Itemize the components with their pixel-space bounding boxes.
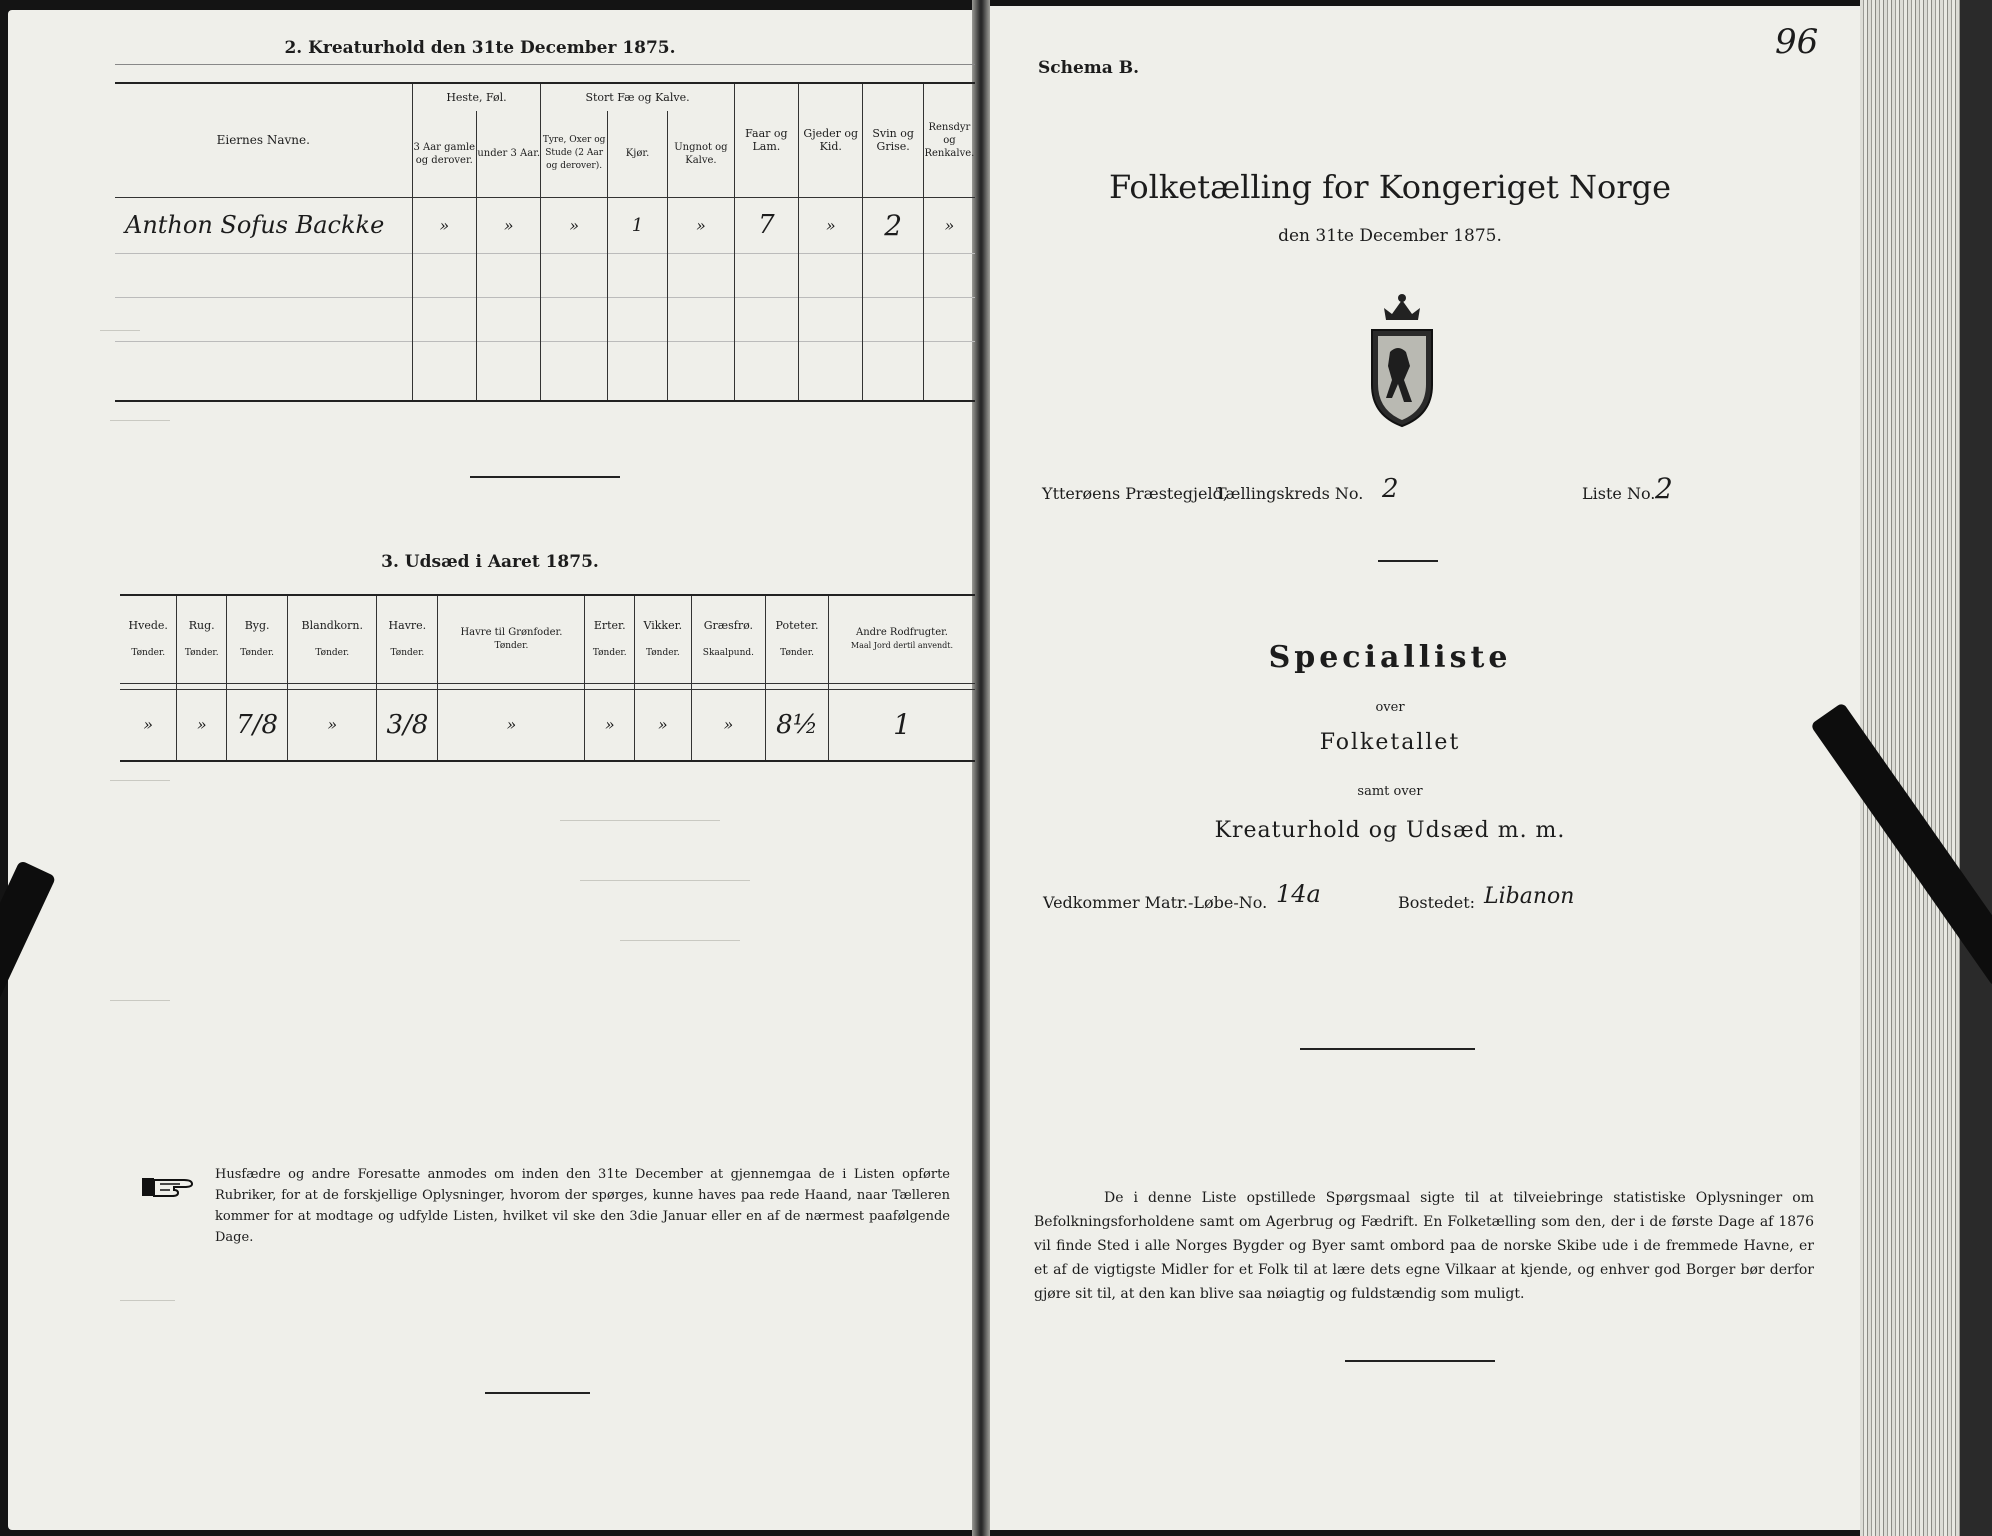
col-stort-1: Tyre, Oxer og Stude (2 Aar og derover). bbox=[541, 111, 607, 197]
seed-col-2: Byg. Tønder. bbox=[227, 595, 288, 683]
seed-val-1: » bbox=[177, 689, 227, 761]
matr-label: Vedkommer Matr.-Løbe-No. bbox=[1043, 893, 1268, 912]
col-svin: Svin og Grise. bbox=[863, 83, 923, 197]
col-stort-group: Stort Fæ og Kalve. bbox=[541, 83, 734, 111]
notice-text: Husfædre og andre Foresatte anmodes om inden den 31te December at gjennemgaa de i Listen opførte Rubriker, for at de forskjellige Oplysninger, hvorom der spørges, kunne haves paa rede Haand, naar Tælleren kommer for at modtage og udfylde Listen, hvilket vil ske den 3die Januar eller en af de nærmest paafølgende Dage. bbox=[215, 1167, 950, 1245]
seed-val-5: » bbox=[438, 689, 585, 761]
seed-col-4: Havre. Tønder. bbox=[377, 595, 438, 683]
specialliste-heading: Specialliste bbox=[1268, 640, 1512, 675]
table-row bbox=[115, 197, 975, 253]
seed-val-8: » bbox=[691, 689, 766, 761]
seed-table bbox=[120, 594, 975, 762]
subject2-text: Kreaturhold og Udsæd m. m. bbox=[1214, 818, 1566, 843]
cell-svin: 2 bbox=[863, 197, 923, 253]
seed-val-10: 1 bbox=[828, 689, 975, 761]
district-label: Tællingskreds No. bbox=[1216, 484, 1364, 503]
list-number: 2 bbox=[1655, 472, 1673, 505]
seed-val-2: 7/8 bbox=[227, 689, 288, 761]
owner-name: Anthon Sofus Backke bbox=[115, 197, 412, 253]
table-row bbox=[120, 689, 975, 761]
col-heste-2: under 3 Aar. bbox=[476, 111, 540, 197]
list-label: Liste No. bbox=[1582, 484, 1656, 503]
seed-col-6: Erter. Tønder. bbox=[585, 595, 635, 683]
cell-stort-1: » bbox=[541, 197, 607, 253]
intro-text: De i denne Liste opstillede Spørgsmaal sigte til at tilveiebringe statistiske Oplysninger om Befolkningsforholdene samt om Agerbrug og Fædrift. En Folketælling som den, der i de første Dage af 1876 vil finde Sted i alle Norges Bygder og Byer samt ombord paa de norske Skibe ude i de fremmede Havne, er et af de vigtigste Midler for et Folk til at lære dets egne Vilkaar at kjende, og enhver god Borger bør derfor gjøre sit til, at den kan blive saa nøiagtig og fuldstændig som muligt. bbox=[1034, 1190, 1814, 1302]
seed-val-0: » bbox=[120, 689, 177, 761]
separator-rule bbox=[470, 476, 620, 478]
page-title: Folketælling for Kongeriget Norge bbox=[1108, 168, 1672, 206]
cell-rensdyr: » bbox=[923, 197, 975, 253]
cell-stort-3: » bbox=[668, 197, 734, 253]
cell-gjeder: » bbox=[799, 197, 863, 253]
col-heste-1: 3 Aar gamle og derover. bbox=[412, 111, 476, 197]
seed-col-1: Rug. Tønder. bbox=[177, 595, 227, 683]
samt-over-text: samt over bbox=[1357, 784, 1423, 799]
parish-label: Ytterøens Præstegjeld, bbox=[1042, 484, 1228, 503]
district-number: 2 bbox=[1382, 474, 1399, 504]
seed-val-7: » bbox=[635, 689, 692, 761]
cell-faar: 7 bbox=[734, 197, 798, 253]
matr-number: 14a bbox=[1276, 880, 1321, 908]
coat-of-arms-icon bbox=[1360, 290, 1444, 430]
seed-col-7: Vikker. Tønder. bbox=[635, 595, 692, 683]
seed-val-6: » bbox=[585, 689, 635, 761]
seed-col-5: Havre til Grønfoder. Tønder. bbox=[438, 595, 585, 683]
cell-heste-1: » bbox=[412, 197, 476, 253]
over-text: over bbox=[1375, 700, 1405, 715]
folio-number: 96 bbox=[1775, 22, 1819, 62]
seed-col-3: Blandkorn. Tønder. bbox=[288, 595, 377, 683]
seed-val-4: 3/8 bbox=[377, 689, 438, 761]
col-stort-2: Kjør. bbox=[607, 111, 667, 197]
cell-stort-2: 1 bbox=[607, 197, 667, 253]
col-rensdyr: Rensdyr og Renkalve. bbox=[923, 83, 975, 197]
separator-rule-right bbox=[1378, 560, 1438, 562]
seed-val-3: » bbox=[288, 689, 377, 761]
census-date: den 31te December 1875. bbox=[1278, 226, 1502, 246]
section2-heading: 2. Kreaturhold den 31te December 1875. bbox=[284, 38, 676, 58]
col-gjeder: Gjeder og Kid. bbox=[799, 83, 863, 197]
col-faar: Faar og Lam. bbox=[734, 83, 798, 197]
bosted-label: Bostedet: bbox=[1398, 893, 1476, 912]
col-stort-3: Ungnot og Kalve. bbox=[668, 111, 734, 197]
bosted-value: Libanon bbox=[1484, 884, 1575, 909]
seed-col-8: Græsfrø. Skaalpund. bbox=[691, 595, 766, 683]
mid-rule-right bbox=[1300, 1048, 1475, 1050]
col-owner: Eiernes Navne. bbox=[115, 83, 412, 197]
schema-label: Schema B. bbox=[1038, 58, 1140, 78]
seed-col-9: Poteter. Tønder. bbox=[766, 595, 829, 683]
section3-heading: 3. Udsæd i Aaret 1875. bbox=[381, 552, 599, 572]
livestock-table bbox=[115, 82, 975, 402]
cell-heste-2: » bbox=[476, 197, 540, 253]
dark-edge bbox=[1960, 0, 1992, 1536]
seed-col-0: Hvede. Tønder. bbox=[120, 595, 177, 683]
subject-text: Folketallet bbox=[1319, 730, 1461, 755]
col-heste-group: Heste, Føl. bbox=[412, 83, 541, 111]
bottom-rule-right bbox=[1345, 1360, 1495, 1362]
seed-val-9: 8½ bbox=[766, 689, 829, 761]
bottom-rule-left bbox=[485, 1392, 590, 1394]
pointing-hand-icon bbox=[140, 1170, 200, 1202]
seed-col-10: Andre Rodfrugter. Maal Jord dertil anvendt. bbox=[828, 595, 975, 683]
